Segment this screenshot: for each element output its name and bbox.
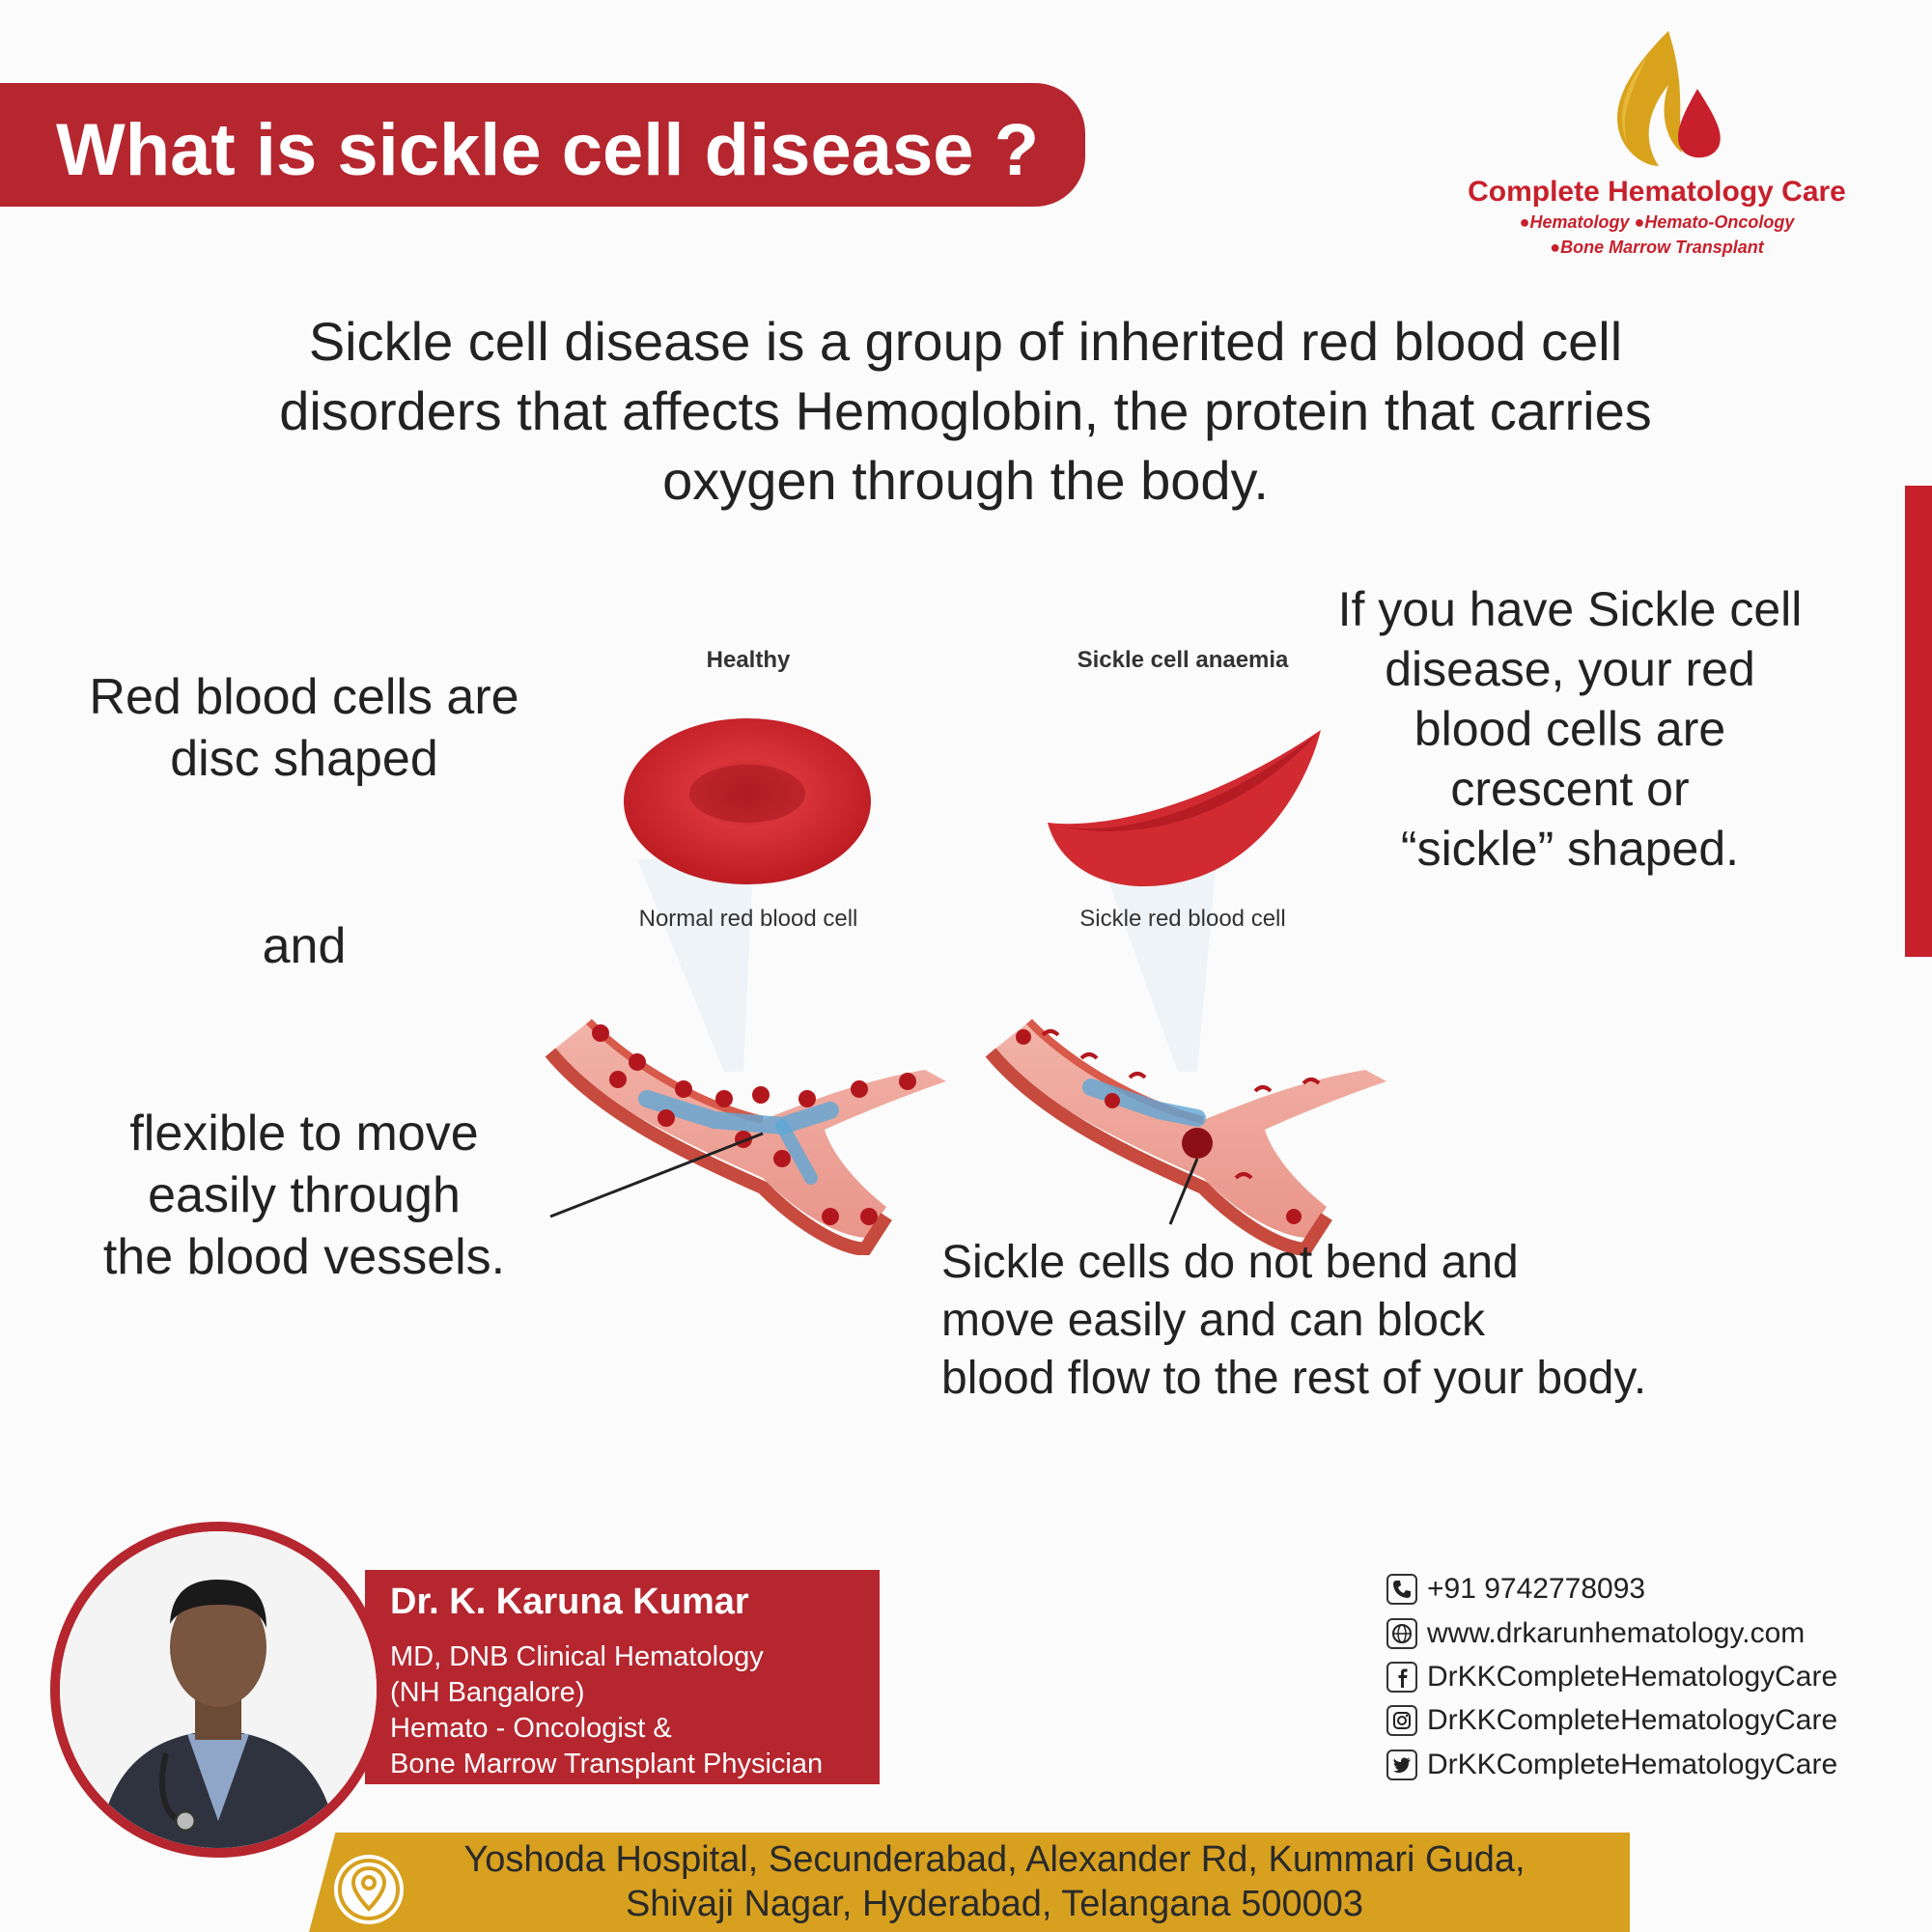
flexible-text — [39, 1103, 570, 1288]
doctor-role-1: Hemato - Oncologist & — [390, 1713, 672, 1744]
sickle-block-text — [941, 1234, 1714, 1408]
flex-text-line-3: the blood vessels. — [102, 1229, 506, 1285]
sickle-shape-text — [1309, 579, 1831, 879]
intro-paragraph: Sickle cell disease is a group of inherited red blood cell disorders that affects Hemoglobin, the protein that carries oxygen through the body. — [279, 311, 1652, 511]
flex-text-line-1: flexible to move — [129, 1106, 479, 1162]
flame-drop-logo-icon — [1444, 27, 1869, 172]
logo-tagline-1: ●Hematology ●Hemato-Oncology — [1519, 212, 1795, 232]
right-text-line-5: “sickle” shaped. — [1400, 822, 1740, 876]
doctor-institution: (NH Bangalore) — [390, 1677, 585, 1708]
facebook-handle: DrKKCompleteHematologyCare — [1427, 1661, 1838, 1693]
contact-website[interactable] — [1386, 1614, 1805, 1653]
address-line-2: Shivaji Nagar, Hyderabad, Telangana 500003 — [625, 1884, 1364, 1924]
facebook-icon — [1386, 1662, 1417, 1693]
sickle-cell-label: Sickle red blood cell — [1079, 906, 1286, 932]
address-line-1: Yoshoda Hospital, Secunderabad, Alexander Rd, Kummari Guda, — [463, 1839, 1526, 1880]
twitter-icon — [1386, 1750, 1417, 1780]
globe-icon — [1386, 1618, 1417, 1649]
doctor-role-2: Bone Marrow Transplant Physician — [390, 1749, 824, 1779]
contact-twitter[interactable] — [1386, 1746, 1837, 1784]
twitter-handle: DrKKCompleteHematologyCare — [1427, 1749, 1838, 1780]
logo-name: Complete Hematology Care — [1468, 176, 1846, 208]
disc-shape-text — [39, 666, 570, 790]
instagram-handle: DrKKCompleteHematologyCare — [1427, 1704, 1838, 1736]
side-accent-stripe — [1905, 486, 1932, 957]
blood-cell-illustration — [521, 637, 1410, 1255]
doctor-avatar-icon — [60, 1531, 377, 1848]
phone-icon — [1386, 1574, 1417, 1605]
right-text-line-4: crescent or — [1450, 762, 1690, 816]
contact-phone[interactable] — [1386, 1570, 1645, 1609]
address-text — [367, 1837, 1622, 1926]
normal-cell-label: Normal red blood cell — [638, 906, 858, 932]
logo-tagline-2: ●Bone Marrow Transplant — [1550, 238, 1764, 257]
right-text-line-3: blood cells are — [1414, 702, 1726, 756]
and-text: and — [262, 918, 347, 974]
sickle-anaemia-label: Sickle cell anaemia — [1077, 647, 1289, 673]
website-url: www.drkarunhematology.com — [1427, 1617, 1806, 1649]
sickle-cell-icon — [1048, 730, 1321, 886]
right-text-line-1: If you have Sickle cell — [1337, 582, 1803, 636]
healthy-label: Healthy — [706, 647, 791, 673]
sickle-desc-line-1: Sickle cells do not bend and — [941, 1237, 1519, 1288]
doctor-degree: MD, DNB Clinical Hematology — [390, 1641, 764, 1672]
sickle-desc-line-3: blood flow to the rest of your body. — [941, 1353, 1647, 1404]
healthy-vessel-icon — [550, 1022, 946, 1249]
contact-facebook[interactable] — [1386, 1658, 1837, 1696]
instagram-icon — [1386, 1705, 1417, 1736]
doctor-photo — [50, 1522, 386, 1858]
logo — [1444, 27, 1869, 259]
phone-number: +91 9742778093 — [1427, 1573, 1646, 1605]
disc-text-line-2: disc shaped — [170, 731, 438, 787]
right-text-line-2: disease, your red — [1385, 642, 1755, 696]
sickle-desc-line-2: move easily and can block — [941, 1295, 1485, 1346]
page-title: What is sickle cell disease ? — [56, 109, 1040, 191]
flex-text-line-2: easily through — [148, 1167, 461, 1223]
doctor-card — [365, 1570, 880, 1784]
doctor-name: Dr. K. Karuna Kumar — [390, 1582, 749, 1622]
contact-instagram[interactable] — [1386, 1701, 1837, 1740]
disc-text-line-1: Red blood cells are — [89, 669, 519, 725]
